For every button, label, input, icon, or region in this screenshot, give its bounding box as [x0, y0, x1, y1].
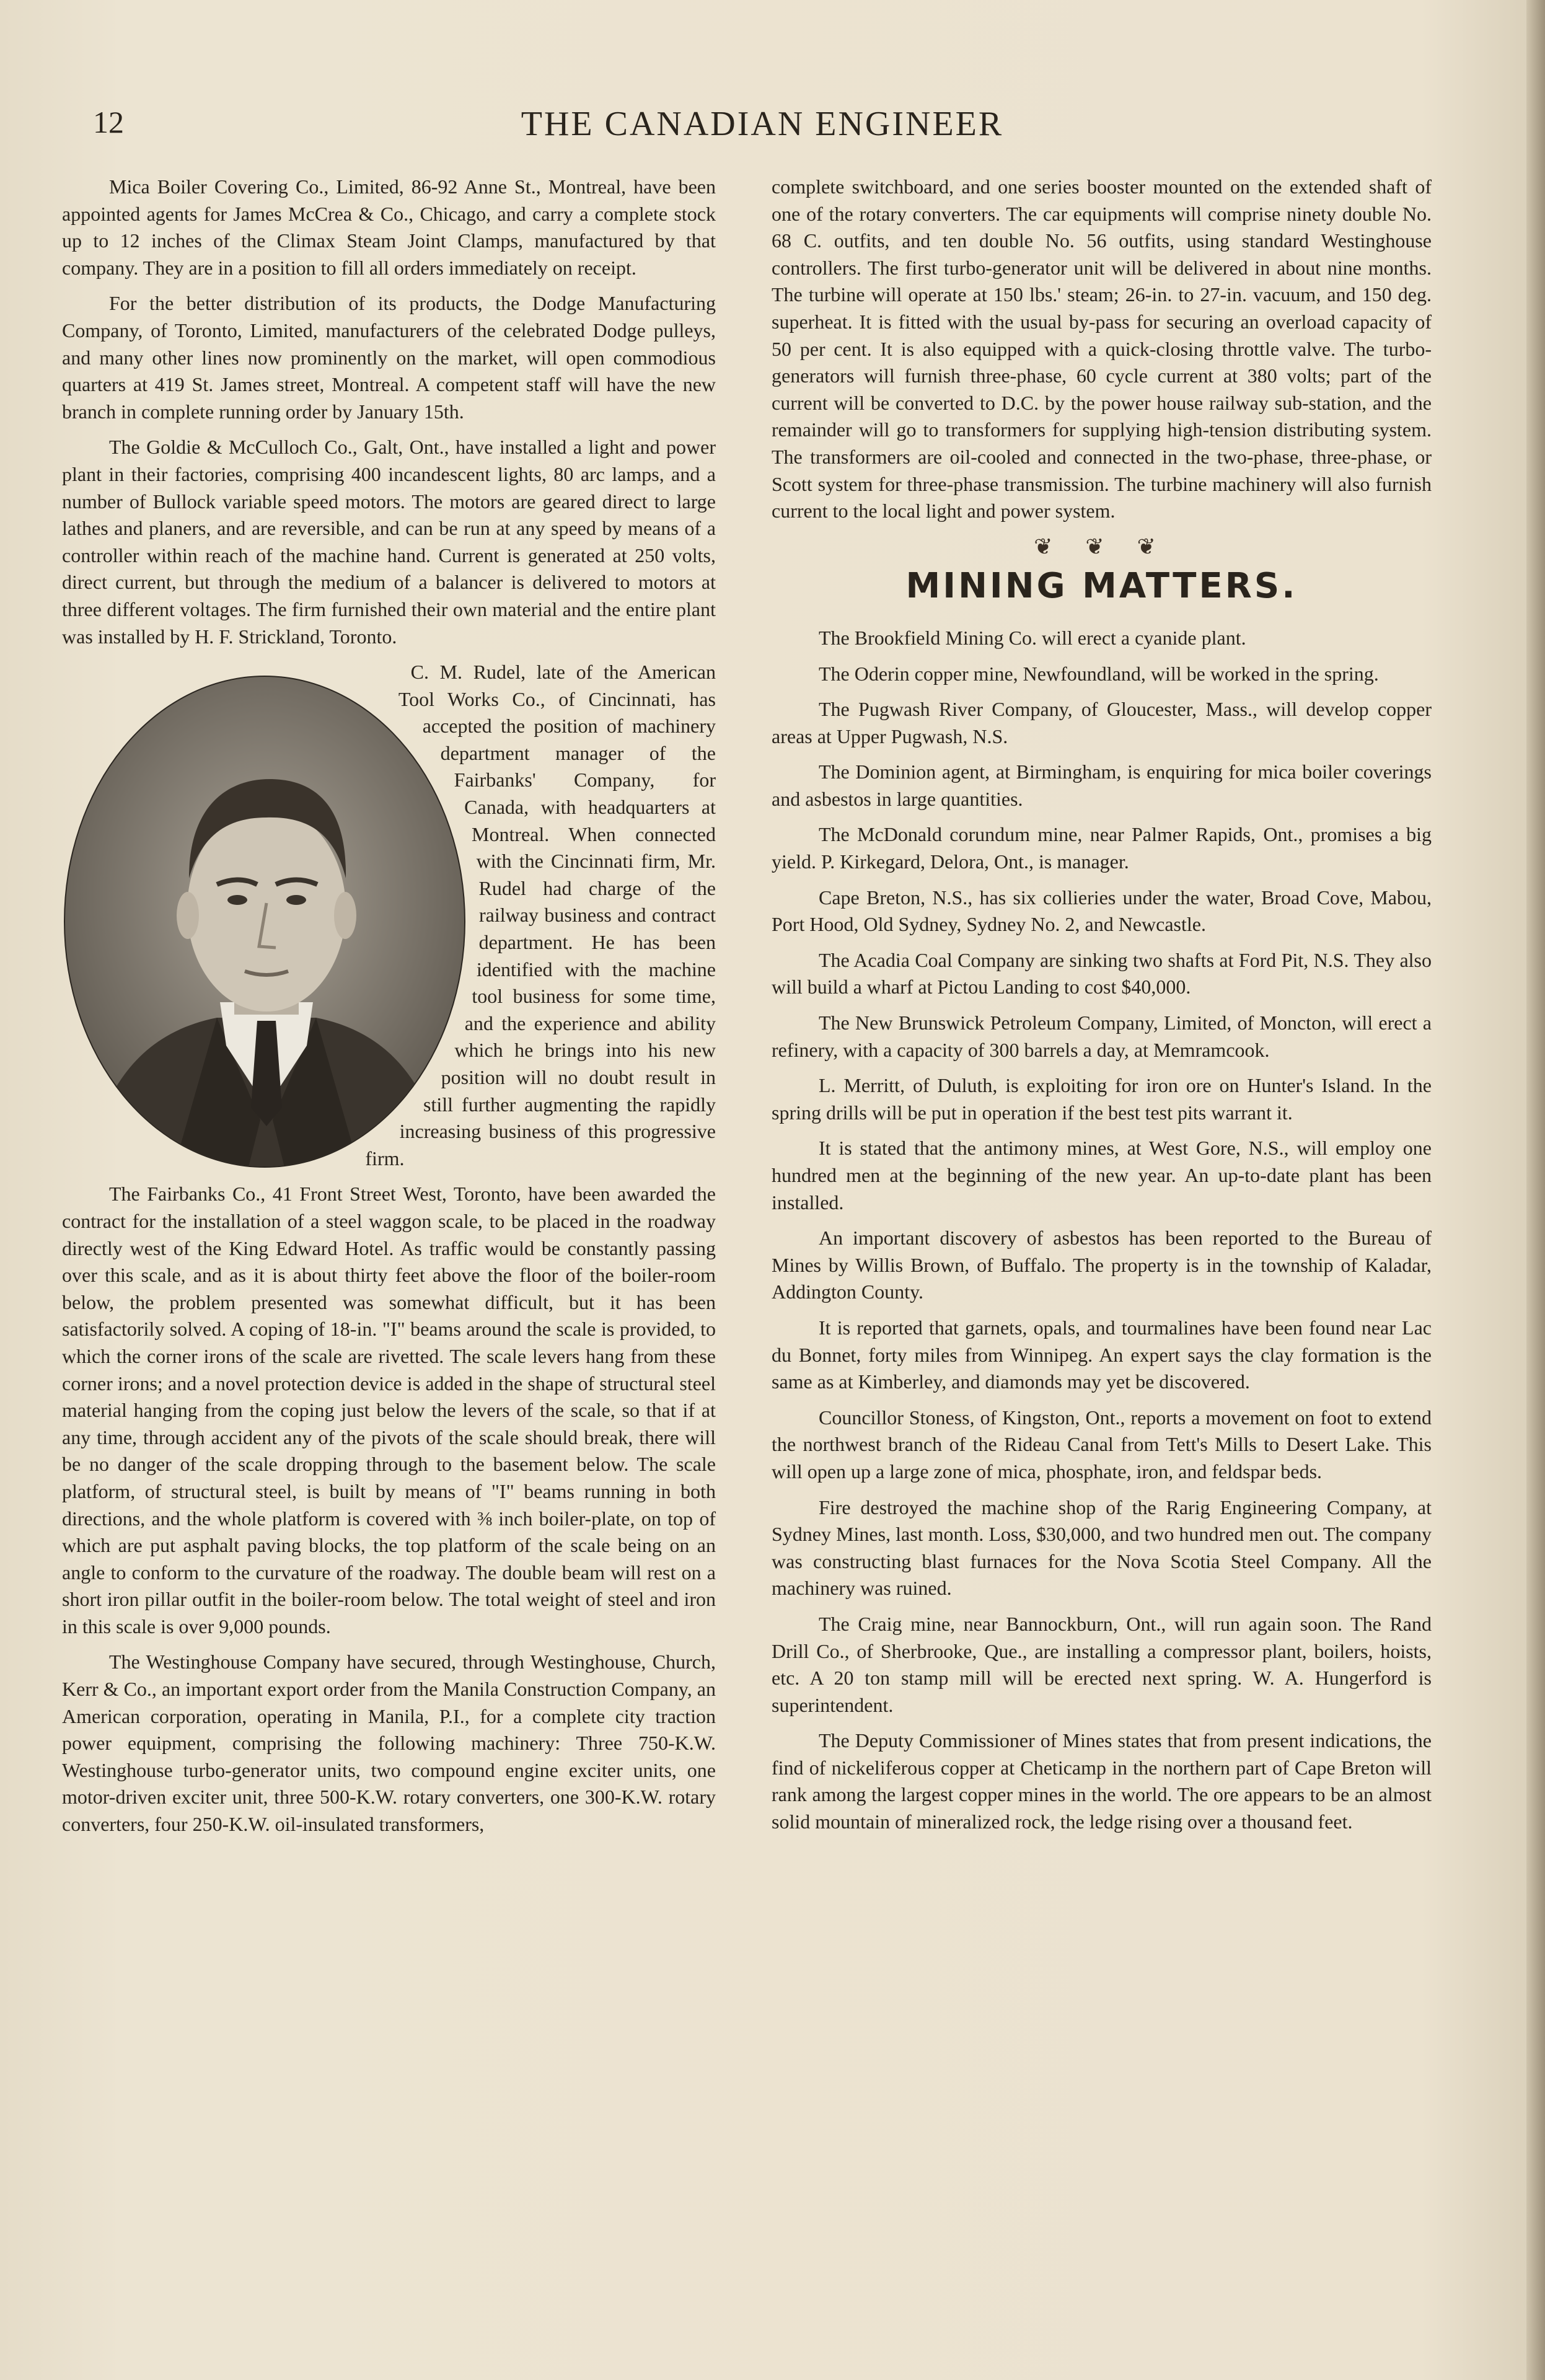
mining-item: The McDonald corundum mine, near Palmer Rapids, Ont., promises a big yield. P. Kirkegard, Delora, Ont., is manager.: [772, 823, 1432, 873]
mining-item: The Oderin copper mine, Newfoundland, will be worked in the spring.: [819, 662, 1379, 685]
mining-item: Cape Breton, N.S., has six collieries under the water, Broad Cove, Mabou, Port Hood, Old Sydney, Sydney No. 2, and Newcastle.: [772, 886, 1432, 936]
left-column: [62, 174, 716, 1847]
paragraph-dodge: For the better distribution of its products, the Dodge Manufacturing Company, of Toronto, Limited, manufacturers of the celebrated Dodge pulleys, and many other lines now prominently on the market, will open commodious quarters at 419 St. James street, Montreal. A competent staff will have the new branch in complete running order by January 15th.: [62, 292, 716, 423]
portrait-illustration: [62, 674, 468, 1170]
section-ornament: ❦ ❦ ❦: [1034, 534, 1169, 559]
page-number: 12: [93, 105, 124, 139]
journal-title: THE CANADIAN ENGINEER: [521, 105, 1004, 143]
paragraph-rudel: C. M. Rudel, late of the American Tool Works Co., of Cincinnati, has accepted the position of machinery department manager of the Fairbanks' Company, for Canada, with headquarters at Montreal. When connected with the Cincinnati firm, Mr. Rudel had charge of the railway business and contract department. He has been identified with the machine tool business for some time, and the experience and ability which he brings into his new position will no doubt result in still further augmenting the rapidly increasing business of this progressive firm.: [365, 661, 716, 1170]
mining-item: Councillor Stoness, of Kingston, Ont., reports a movement on foot to extend the northwest branch of the Rideau Canal from Tett's Mills to Desert Lake. This will open up a large zone of mica, phosphate, iron, and feldspar beds.: [772, 1406, 1432, 1483]
mining-item: An important discovery of asbestos has been reported to the Bureau of Mines by Willis Brown, of Buffalo. The property is in the township of Kaladar, Addington County.: [772, 1227, 1432, 1303]
page-binding-edge: [1526, 0, 1545, 2380]
mining-item: The Acadia Coal Company are sinking two shafts at Ford Pit, N.S. They also will build a wharf at Pictou Landing to cost $40,000.: [772, 948, 1432, 998]
mining-item: Fire destroyed the machine shop of the Rarig Engineering Company, at Sydney Mines, last month. Loss, $30,000, and two hundred men out. The company was constructing blast furnaces for the Nova Scotia Steel Company. All the machinery was ruined.: [772, 1496, 1432, 1600]
mining-item: The Pugwash River Company, of Gloucester, Mass., will develop copper areas at Upper Pugwash, N.S.: [772, 698, 1432, 747]
section-title-mining-matters: MINING MATTERS.: [905, 566, 1298, 607]
right-column: [772, 174, 1432, 1844]
paragraph-westinghouse: The Westinghouse Company have secured, through Westinghouse, Church, Kerr & Co., an important export order from the Manila Construction Company, an American corporation, operating in Manila, P.I., for a complete city traction power equipment, comprising the following machinery: Three 750-K.W. Westinghouse turbo-generator units, two compound engine exciter units, one motor-driven exciter unit, three 500-K.W. rotary converters, one 300-K.W. rotary converters, four 250-K.W. oil-insulated transformers,: [62, 1651, 716, 1836]
paragraph-mica-boiler: Mica Boiler Covering Co., Limited, 86-92 Anne St., Montreal, have been appointed agents for James McCrea & Co., Chicago, and carry a complete stock up to 12 inches of the Climax Steam Joint Clamps, manufactured by that company. They are in a position to fill all orders immediately on receipt.: [62, 175, 716, 279]
mining-item: The Craig mine, near Bannockburn, Ont., will run again soon. The Rand Drill Co., of Sherbrooke, Que., are installing a compressor plant, boilers, hoists, etc. A 20 ton stamp mill will be erected next spring. W. A. Hungerford is superintendent.: [772, 1612, 1432, 1716]
portrait-photo: [62, 674, 468, 1170]
mining-item: The New Brunswick Petroleum Company, Limited, of Moncton, will erect a refinery, with a capacity of 300 barrels a day, at Memramcook.: [772, 1011, 1432, 1061]
running-header: [93, 93, 1432, 161]
mining-item: The Dominion agent, at Birmingham, is enquiring for mica boiler coverings and asbestos in large quantities.: [772, 760, 1432, 810]
mining-item: The Brookfield Mining Co. will erect a cyanide plant.: [819, 626, 1246, 649]
mining-item: It is stated that the antimony mines, at West Gore, N.S., will employ one hundred men at the beginning of the new year. An up-to-date plant has been installed.: [772, 1137, 1432, 1214]
paragraph-goldie: The Goldie & McCulloch Co., Galt, Ont., have installed a light and power plant in their factories, comprising 400 incandescent lights, 80 arc lamps, and a number of Bullock variable speed motors. The motors are geared direct to large lathes and planers, and are reversible, and can be run at any speed by means of a controller within reach of the machine hand. Current is generated at 250 volts, direct current, but through the medium of a balancer is delivered to motors at three different voltages. The firm furnished their own material and the entire plant was installed by H. F. Strickland, Toronto.: [62, 436, 716, 648]
paragraph-fairbanks: The Fairbanks Co., 41 Front Street West, Toronto, have been awarded the contract for the installation of a steel waggon scale, to be placed in the roadway directly west of the King Edward Hotel. As traffic would be constantly passing over this scale, and as it is about thirty feet above the floor of the boiler-room below, the problem presented was somewhat difficult, but it has been satisfactorily solved. A coping of 18-in. "I" beams around the scale is provided, to which the corner irons of the scale are rivetted. The scale levers hang from these corner irons; and a novel protection device is added in the shape of structural steel material hanging from the coping just below the levers of the scale, so that if at any time, through accident any of the pivots of the scale should break, there will be no danger of the scale dropping through to the basement below. The scale platform, of structural steel, is built by means of "I" beams running in both directions, and the whole platform is covered with ⅜ inch boiler-plate, on top of which are put asphalt paving blocks, the top platform of the scale being on an angle to conform to the curvature of the roadway. The double beam will rest on a short iron pillar outfit in the boiler-room below. The total weight of steel and iron in this scale is over 9,000 pounds.: [62, 1183, 716, 1637]
mining-item: It is reported that garnets, opals, and tourmalines have been found near Lac du Bonnet, forty miles from Winnipeg. An expert says the clay formation is the same as at Kimberley, and diamonds may yet be discovered.: [772, 1316, 1432, 1393]
mining-item: L. Merritt, of Duluth, is exploiting for iron ore on Hunter's Island. In the spring drills will be put in operation if the best test pits warrant it.: [772, 1074, 1432, 1124]
paragraph-westinghouse-continued: complete switchboard, and one series booster mounted on the extended shaft of one of the rotary converters. The car equipments will comprise ninety double No. 68 C. outfits, and ten double No. 56 outfits, using standard Westinghouse controllers. The first turbo-generator unit will be delivered in about nine months. The turbine will operate at 150 lbs.' steam; 26-in. to 27-in. vacuum, and 150 deg. superheat. It is fitted with the usual by-pass for securing an overload capacity of 50 per cent. It is also equipped with a quick-closing throttle valve. The turbo-generators will furnish three-phase, 60 cycle current at 380 volts; part of the current will be converted to D.C. by the power house railway sub-station, and the remainder will go to transformers for supplying high-tension distributing system. The transformers are oil-cooled and connected in the two-phase, three-phase, or Scott system for three-phase transmission. The turbine machinery will also furnish current to the local light and power system.: [772, 175, 1432, 522]
mining-item: The Deputy Commissioner of Mines states that from present indications, the find of nickeliferous copper at Cheticamp in the northern part of Cape Breton will rank among the largest copper mines in the world. The ore appears to be an almost solid mountain of mineralized rock, the ledge rising over a thousand feet.: [772, 1729, 1432, 1833]
